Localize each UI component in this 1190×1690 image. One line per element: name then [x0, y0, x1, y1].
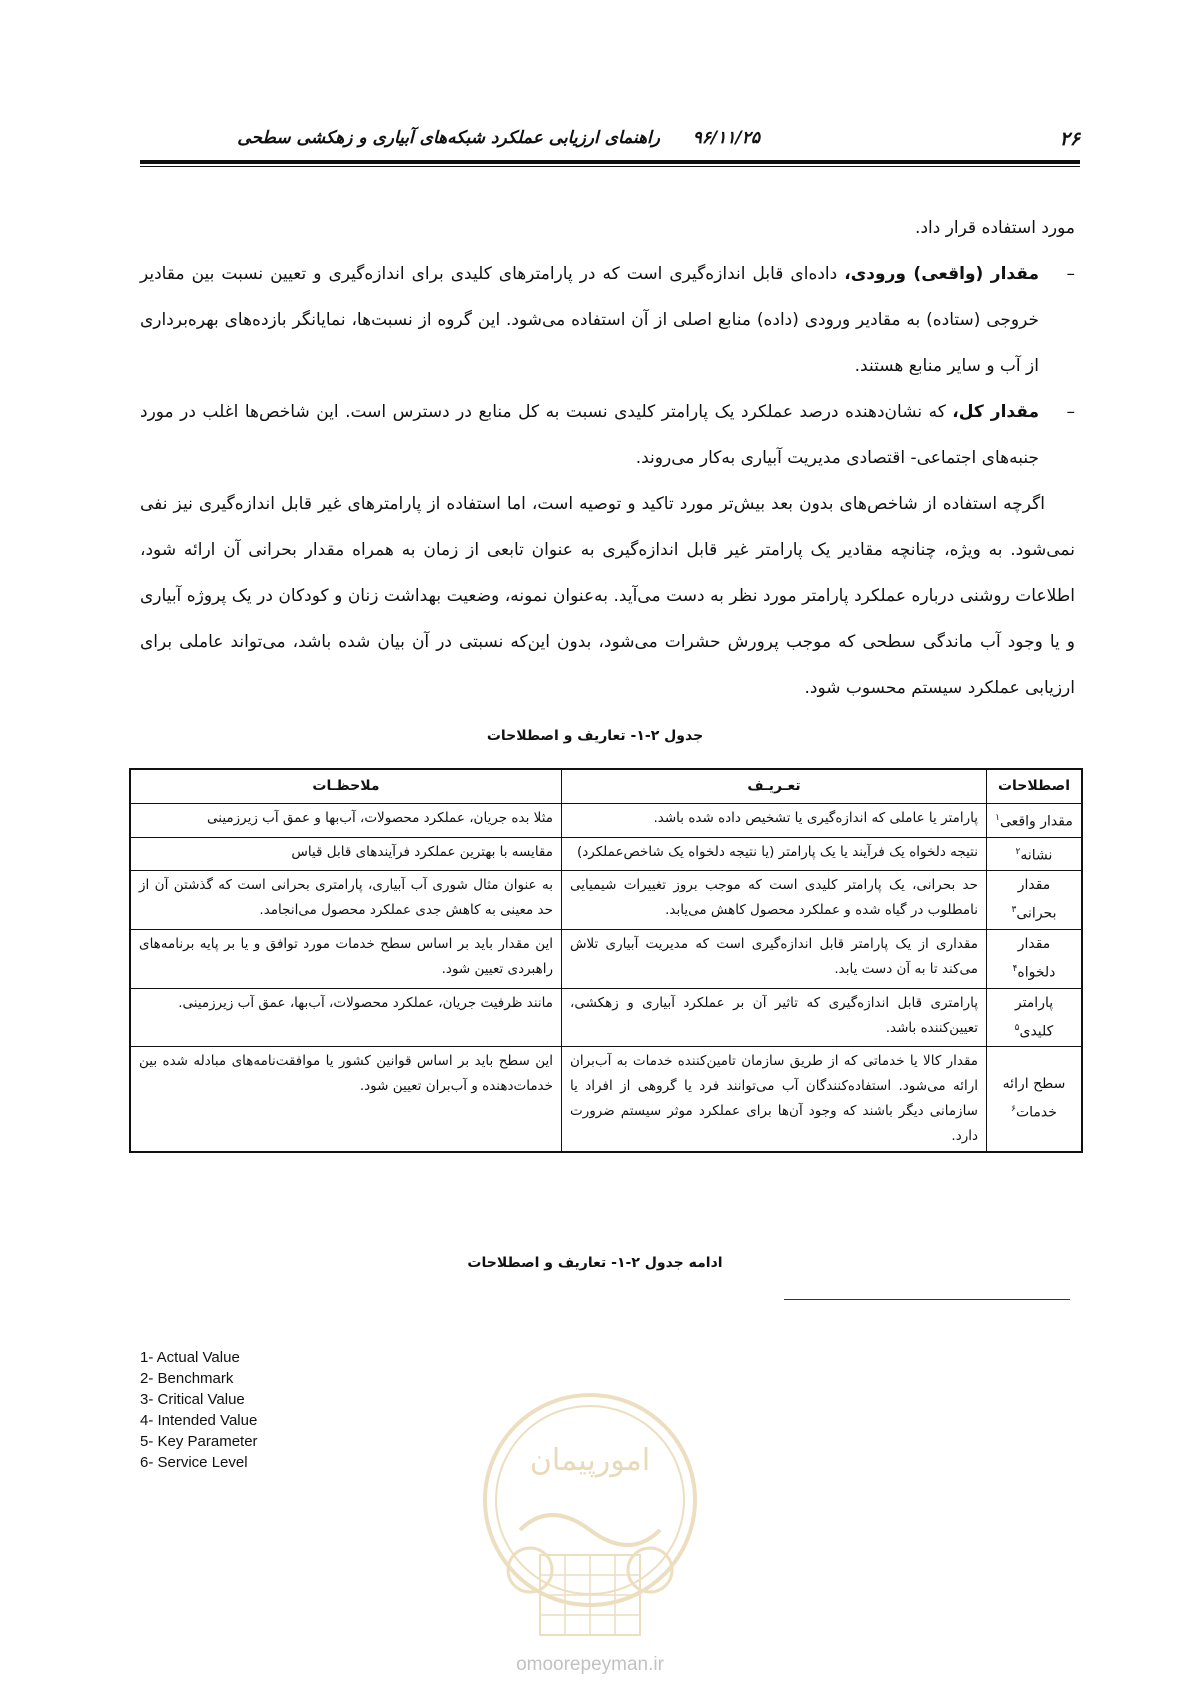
- definition-cell: نتیجه دلخواه یک فرآیند یا یک پارامتر (یا نتیجه دلخواه یک شاخص‌عملکرد): [562, 837, 987, 871]
- table-row: [130, 1047, 1082, 1153]
- header-rule-thin: [140, 166, 1080, 167]
- page-header: [140, 128, 1080, 158]
- footnote: 4- Intended Value: [140, 1412, 258, 1429]
- header-terms: اصطلاحات: [987, 769, 1083, 804]
- table-row: [130, 988, 1082, 1047]
- watermark-url: omoorepeyman.ir: [516, 1654, 664, 1675]
- term-cell: سطح ارائه خدمات$^۶$: [987, 1047, 1083, 1153]
- header-definition: تعـریـف: [562, 769, 987, 804]
- bullet-text: که نشان‌دهنده درصد عملکرد یک پارامتر کلیدی نسبت به کل منابع در دسترس است. این شاخص‌ها اغلب در مورد جنبه‌های اجتماعی- اقتصادی مدیریت آبیاری به‌کار می‌روند.: [140, 402, 1039, 468]
- definition-cell: حد بحرانی، یک پارامتر کلیدی است که موجب بروز تغییرات شیمیایی نامطلوب در گیاه شده و عملکرد محصول کاهش می‌یابد.: [562, 871, 987, 930]
- term-cell: نشانه$^۲$: [987, 837, 1083, 871]
- bullet-dash: –: [1066, 264, 1075, 284]
- bullet-term: مقدار (واقعی) ورودی،: [844, 264, 1040, 284]
- term-cell: پارامتر کلیدی$^۵$: [987, 988, 1083, 1047]
- term-cell: مقدار واقعی$^۱$: [987, 804, 1083, 838]
- svg-text:امورپیمان: امورپیمان: [529, 1443, 651, 1478]
- note-cell: این سطح باید بر اساس قوانین کشور یا موافقت‌نامه‌های مبادله شده بین خدمات‌دهنده و آب‌بران تعیین شود.: [130, 1047, 562, 1153]
- footnotes: [140, 1347, 258, 1473]
- term-cell: مقدار دلخواه$^۴$: [987, 929, 1083, 988]
- table-row: [130, 871, 1082, 930]
- note-cell: مقایسه با بهترین عملکرد فرآیندهای قابل قیاس: [130, 837, 562, 871]
- definitions-table: [129, 768, 1083, 1153]
- note-cell: مانند ظرفیت جریان، عملکرد محصولات، آب‌بها، عمق آب زیرزمینی.: [130, 988, 562, 1047]
- definition-cell: مقدار کالا یا خدماتی که از طریق سازمان تامین‌کننده خدمات به آب‌بران ارائه می‌شود. استفاده‌کنندگان آب می‌توانند فرد یا گروهی از افراد یا سازمانی دیگر باشند که وجود آن‌ها برای عملکرد موثر سیستم ضرورت دارد.: [562, 1047, 987, 1153]
- page-number: ۲۶: [1059, 128, 1080, 150]
- term-cell: مقدار بحرانی$^۳$: [987, 871, 1083, 930]
- running-title: راهنمای ارزیابی عملکرد شبکه‌های آبیاری و زهکشی سطحی: [237, 128, 660, 148]
- bullet-actual-value: [140, 251, 1075, 389]
- footnote: 2- Benchmark: [140, 1370, 234, 1387]
- continued-table-caption: ادامه جدول ۲-۱- تعاریف و اصطلاحات: [467, 1255, 723, 1271]
- definition-cell: پارامتری قابل اندازه‌گیری که تاثیر آن بر عملکرد آبیاری و زهکشی، تعیین‌کننده باشد.: [562, 988, 987, 1047]
- paragraph-continuation: مورد استفاده قرار داد.: [915, 218, 1075, 238]
- footnote: 3- Critical Value: [140, 1391, 245, 1408]
- bullet-term: مقدار کل،: [952, 402, 1040, 422]
- bullet-dash: –: [1066, 402, 1075, 422]
- header-notes: ملاحظـات: [130, 769, 562, 804]
- note-cell: این مقدار باید بر اساس سطح خدمات مورد توافق و یا بر پایه برنامه‌های راهبردی تعیین شود.: [130, 929, 562, 988]
- table-caption: جدول ۲-۱- تعاریف و اصطلاحات: [486, 728, 704, 744]
- definition-cell: مقداری از یک پارامتر قابل اندازه‌گیری است که مدیریت آبیاری تلاش می‌کند تا به آن دست یابد.: [562, 929, 987, 988]
- main-paragraph: اگرچه استفاده از شاخص‌های بدون بعد بیش‌تر مورد تاکید و توصیه است، اما استفاده از پارامترهای غیر قابل اندازه‌گیری نیز نفی نمی‌شود. به ویژه، چنانچه مقادیر یک پارامتر غیر قابل اندازه‌گیری به عنوان تابعی از زمان به همراه مقدار بحرانی آن ارائه شود، اطلاعات روشنی درباره عملکرد پارامتر مورد نظر به دست می‌آید. به‌عنوان نمونه، وضعیت بهداشت زنان و کودکان در یک پروژه آبیاری و یا وجود آب ماندگی سطحی که موجب پرورش حشرات می‌شود، بدون این‌که نسبتی در آن بیان شده باشد، می‌تواند عاملی برای ارزیابی عملکرد سیستم محسوب شود.: [140, 494, 1075, 698]
- bullet-text: داده‌ای قابل اندازه‌گیری است که در پارامترهای کلیدی برای اندازه‌گیری و تعیین نسبت بین مقادیر خروجی (ستاده) به مقادیر ورودی (داده) منابع اصلی از آن استفاده می‌شود. این گروه از نسبت‌ها، نمایانگر بازده‌های بهره‌برداری از آب و سایر منابع هستند.: [140, 264, 1039, 376]
- body-text: [140, 205, 1075, 711]
- note-cell: به عنوان مثال شوری آب آبیاری، پارامتری بحرانی است که گذشتن آن از حد معینی به کاهش جدی عملکرد محصول می‌انجامد.: [130, 871, 562, 930]
- footnote: 5- Key Parameter: [140, 1433, 258, 1450]
- footnote: 6- Service Level: [140, 1454, 248, 1471]
- table-header-row: [130, 769, 1082, 804]
- table-row: [130, 837, 1082, 871]
- header-date: ۹۶/۱۱/۲۵: [692, 128, 760, 148]
- note-cell: مثلا بده جریان، عملکرد محصولات، آب‌بها و عمق آب زیرزمینی: [130, 804, 562, 838]
- table-row: [130, 804, 1082, 838]
- table-row: [130, 929, 1082, 988]
- header-rule-thick: [140, 160, 1080, 164]
- footnote: 1- Actual Value: [140, 1349, 240, 1366]
- watermark-seal-icon: [470, 1380, 710, 1680]
- bullet-total-value: [140, 389, 1075, 481]
- definition-cell: پارامتر یا عاملی که اندازه‌گیری یا تشخیص داده شده باشد.: [562, 804, 987, 838]
- footnote-separator: [784, 1299, 1070, 1300]
- watermark-logo: [470, 1380, 710, 1690]
